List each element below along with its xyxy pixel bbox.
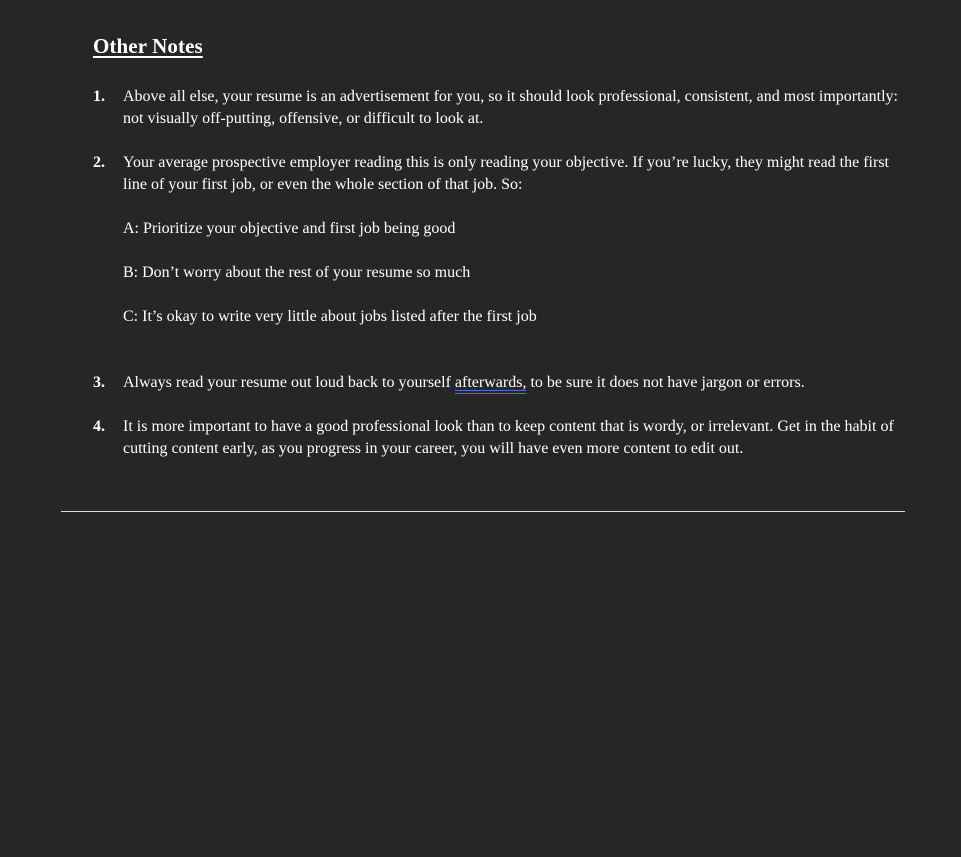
list-number: 1. [93, 88, 105, 105]
list-item-text: Above all else, your resume is an advertisement for you, so it should look professional, consistent, and most importantly: not visually off-putting, offensive, or difficult to look at. [123, 88, 898, 127]
list-item-1 [93, 86, 913, 130]
sub-point-b: B: Don’t worry about the rest of your resume so much [123, 264, 471, 281]
section-heading: Other Notes [93, 34, 203, 58]
sub-point-c: C: It’s okay to write very little about jobs listed after the first job [123, 308, 537, 325]
list-number: 3. [93, 374, 105, 391]
list-number: 2. [93, 154, 105, 171]
list-number: 4. [93, 418, 105, 435]
list-item-3 [93, 372, 913, 394]
list-item-text: Your average prospective employer reading this is only reading your objective. If you’re lucky, they might read the first line of your first job, or even the whole section of that job. So: [123, 154, 889, 193]
list-item-2 [93, 152, 913, 196]
horizontal-divider [61, 511, 905, 512]
sub-point-a: A: Prioritize your objective and first job being good [123, 220, 456, 237]
list-item-text [123, 372, 913, 394]
text-before-flag: Always read your resume out loud back to yourself [123, 374, 455, 391]
text-after-flag: to be sure it does not have jargon or errors. [526, 374, 805, 391]
list-item-4 [93, 416, 913, 460]
list-item-text: It is more important to have a good professional look than to keep content that is wordy, or irrelevant. Get in the habit of cutting content early, as you progress in your career, you will have even more content to edit out. [123, 418, 894, 457]
grammar-flagged-word[interactable]: afterwards, [454, 374, 527, 391]
